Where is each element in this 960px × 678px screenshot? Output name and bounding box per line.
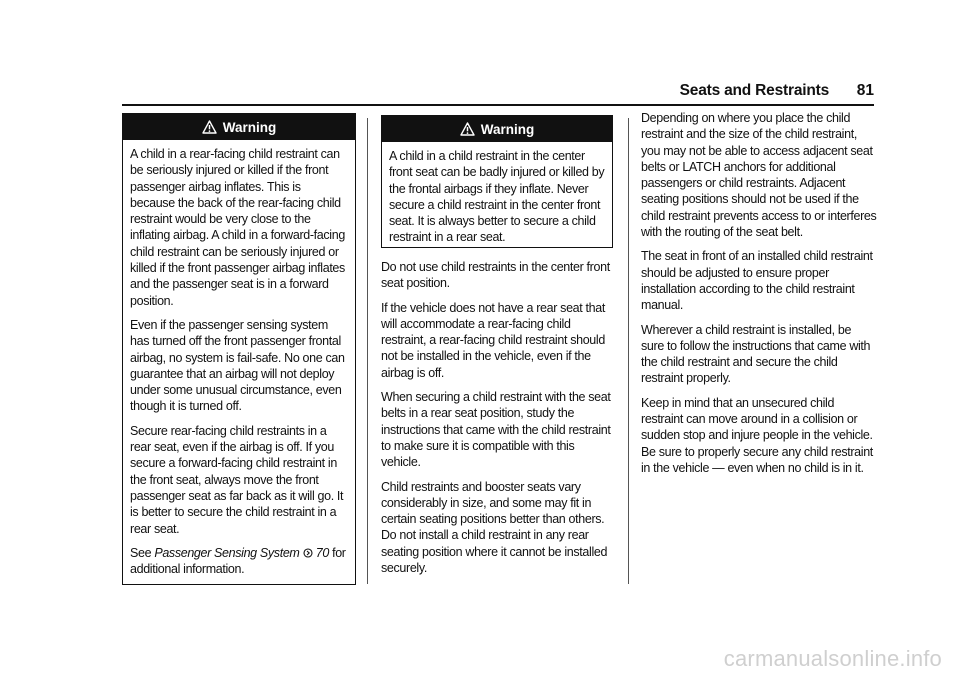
- warning-box-1: [122, 113, 356, 585]
- warning-paragraph: Even if the passenger sensing system has turned off the front passenger frontal airbag, no system is fail-safe. No one can guarantee that an airbag will not deploy under some unusual circumstance, even though it is turned off.: [130, 317, 345, 414]
- warning-title: Warning: [222, 119, 277, 135]
- warning-box-2: [381, 115, 613, 248]
- warning-header: [123, 114, 355, 140]
- warning-paragraph: A child in a child restraint in the center front seat can be badly injured or killed by the frontal airbags if they inflate. Never secure a child restraint in the center front seat. It is always better to secure a child restraint in a rear seat.: [389, 149, 605, 245]
- see-reference: [130, 545, 348, 578]
- body-paragraph: If the vehicle does not have a rear seat that will accommodate a rear-facing child restraint, a rear-facing child restraint should not be installed in the vehicle, even if the airbag is off.: [381, 300, 605, 380]
- body-paragraph: Do not use child restraints in the center front seat position.: [381, 260, 610, 291]
- warning-paragraph: Secure rear-facing child restraints in a rear seat, even if the airbag is off. If you secure a forward-facing child restraint in the front seat, always move the front passenger seat as far back as it will go. It is better to secure the child restraint in a rear seat.: [130, 423, 344, 536]
- column-divider: [628, 118, 629, 584]
- warning-triangle-icon: [202, 120, 217, 134]
- column-divider: [367, 118, 368, 584]
- warning-triangle-icon: [460, 122, 475, 136]
- body-paragraph: Keep in mind that an unsecured child restraint can move around in a collision or sudden stop and injure people in the vehicle. Be sure to properly secure any child restraint in the vehicle — even when no child is in it.: [641, 395, 873, 475]
- section-title: Seats and Restraints: [679, 82, 829, 99]
- see-suffix: for additional information.: [130, 545, 346, 577]
- header-rule: [122, 104, 874, 106]
- page-header: [122, 82, 874, 104]
- body-paragraph: Child restraints and booster seats vary considerably in size, and some may fit in certain seating positions better than others. Do not install a child restraint in any rear seating position where it cannot be installed securely.: [381, 479, 608, 576]
- warning-header: [382, 116, 612, 142]
- footer: [0, 640, 960, 678]
- watermark: carmanualsonline.info: [723, 646, 942, 671]
- warning-body: [382, 142, 612, 246]
- column-3-text: [641, 110, 877, 484]
- body-paragraph: Wherever a child restraint is installed, be sure to follow the instructions that came with the child restraint and secure the child restraint properly.: [641, 322, 871, 386]
- warning-body: [123, 140, 355, 577]
- warning-title: Warning: [480, 121, 535, 137]
- body-paragraph: Depending on where you place the child restraint and the size of the child restraint, you may not be able to access adjacent seat belts or LATCH anchors for additional passengers or child restraints. Adjacent seating positions should not be used if the child restraint prevents access to or interferes with the routing of the seat belt.: [641, 111, 877, 240]
- body-paragraph: When securing a child restraint with the seat belts in a rear seat position, study the instructions that came with the child restraint to make sure it is compatible with this vehicle.: [381, 390, 611, 470]
- page-reference-arrow-icon: [303, 546, 316, 560]
- see-page-number[interactable]: 70: [315, 545, 329, 560]
- warning-paragraph: A child in a rear-facing child restraint can be seriously injured or killed if the front passenger airbag inflates. This is because the back of the rear-facing child restraint would be very close to the inflating airbag. A child in a forward-facing child restraint can be seriously injured or killed if the front passenger airbag inflates and the passenger seat is in a forward position.: [130, 147, 345, 308]
- column-2-text: [381, 259, 615, 584]
- page-number: 81: [856, 82, 874, 99]
- body-paragraph: The seat in front of an installed child restraint should be adjusted to ensure proper installation according to the child restraint manual.: [641, 249, 873, 313]
- see-reference-link[interactable]: Passenger Sensing System: [154, 545, 300, 560]
- see-prefix: See: [130, 545, 152, 560]
